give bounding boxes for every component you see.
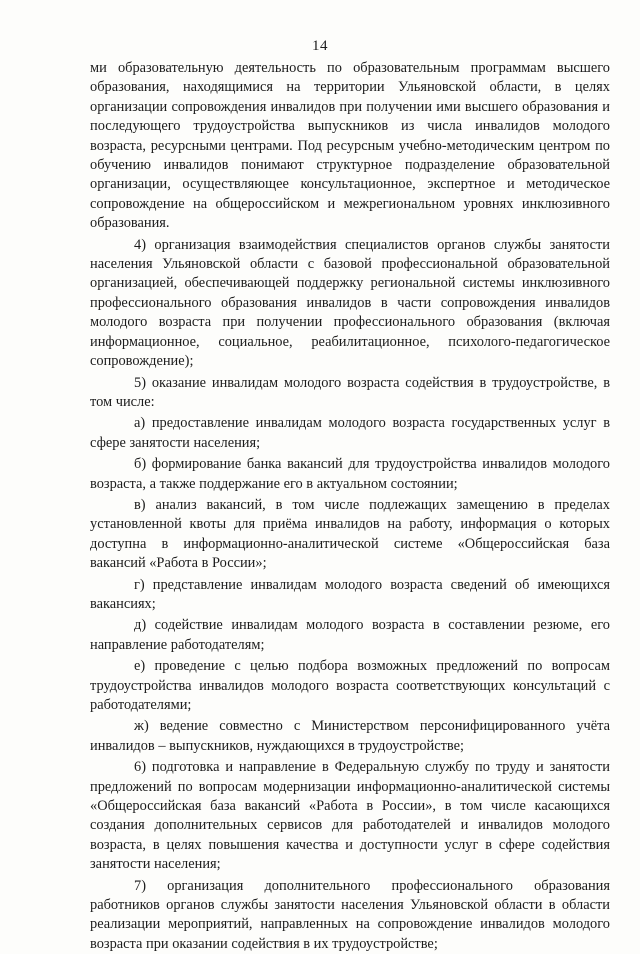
paragraph-item-4: 4) организация взаимодействия специалистов органов службы занятости населения Ульяновской области с базовой профессиональной образовательной организацией, обеспечивающей поддержку региональной системы инклюзивного профессионального образования инвалидов в части сопровождения инвалидов молодого возраста при получении профессионального образования (включая информационное, социальное, реабилитационное, психолого-педагогическое сопровождение); — [90, 236, 610, 370]
paragraph-subitem-g: г) представление инвалидам молодого возраста сведений об имеющихся вакансиях; — [90, 576, 610, 612]
paragraph-subitem-a: а) предоставление инвалидам молодого возраста государственных услуг в сфере занятости населения; — [90, 415, 610, 451]
paragraph-subitem-d: д) содействие инвалидам молодого возраста в составлении резюме, его направление работодателям; — [90, 617, 610, 653]
paragraph-subitem-v: в) анализ вакансий, в том числе подлежащих замещению в пределах установленной квоты для приёма инвалидов на работу, информация о которых доступна в информационно-аналитической системе «Общероссийская база вакансий «Работа в России»; — [90, 496, 610, 572]
paragraph-subitem-e: е) проведение с целью подбора возможных предложений по вопросам трудоустройства инвалидов молодого возраста соответствующих консультаций с работодателями; — [90, 658, 610, 713]
paragraph-continuation: ми образовательную деятельность по образовательным программам высшего образования, находящимися на территории Ульяновской области, в целях организации сопровождения инвалидов при получении ими высшего образования и последующего трудоустройства выпускников из числа инвалидов молодого возраста, ресурсными центрами. Под ресурсным учебно-методическим центром по обучению инвалидов понимают структурное подразделение образовательной организации, осуществляющее консультационное, экспертное и методическое сопровождение на общероссийском и межрегиональном уровнях инклюзивного образования. — [90, 60, 610, 232]
paragraph-subitem-zh: ж) ведение совместно с Министерством персонифицированного учёта инвалидов – выпускников, нуждающихся в трудоустройстве; — [90, 718, 610, 754]
page-number: 14 — [312, 38, 328, 54]
paragraph-item-5: 5) оказание инвалидам молодого возраста содействия в трудоустройстве, в том числе: — [90, 374, 610, 410]
paragraph-subitem-b: б) формирование банка вакансий для трудоустройства инвалидов молодого возраста, а также поддержание его в актуальном состоянии; — [90, 456, 610, 492]
paragraph-item-7: 7) организация дополнительного профессионального образования работников органов службы занятости населения Ульяновской области в области реализации мероприятий, направленных на сопровождение инвалидов молодого возраста при оказании содействия в их трудоустройстве; — [90, 877, 610, 952]
document-body — [90, 59, 610, 954]
paragraph-item-6: 6) подготовка и направление в Федеральную службу по труду и занятости предложений по вопросам модернизации информационно-аналитической системы «Общероссийская база вакансий «Работа в России», в том числе касающихся создания дополнительных сервисов для работодателей и инвалидов молодого возраста, в целях повышения качества и доступности услуг в сфере содействия занятости населения; — [90, 759, 610, 873]
